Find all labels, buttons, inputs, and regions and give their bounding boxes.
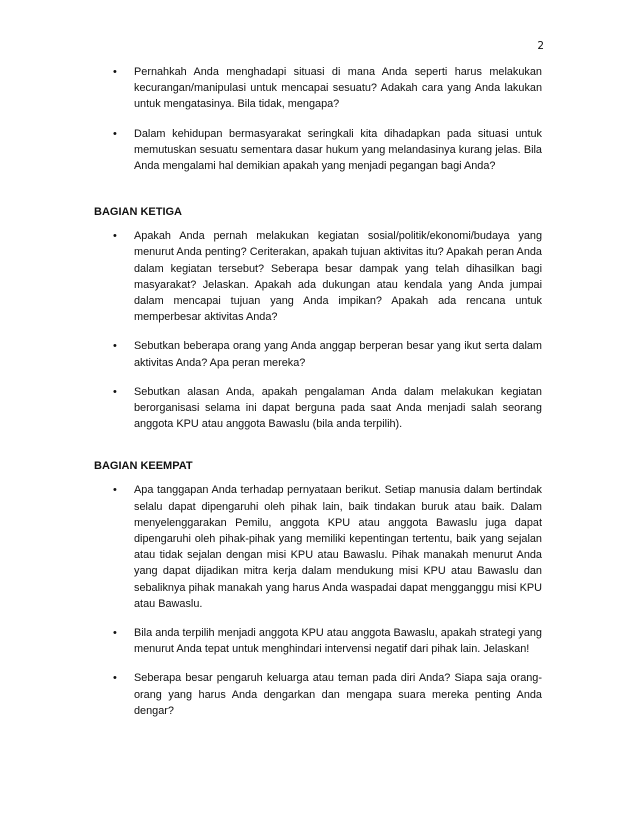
page-number: 2 bbox=[537, 40, 544, 52]
question-item bbox=[94, 625, 542, 657]
bullet-icon: • bbox=[113, 66, 117, 78]
bullet-icon: • bbox=[113, 672, 117, 685]
bullet-icon: • bbox=[113, 484, 117, 497]
question-item bbox=[94, 126, 542, 175]
question-text: Seberapa besar pengaruh keluarga atau teman pada diri Anda? Siapa saja orang-orang yang harus Anda dengarkan dan mengapa suara mereka penting Anda dengar? bbox=[134, 672, 542, 717]
question-text: Apa tanggapan Anda terhadap pernyataan berikut. Setiap manusia dalam bertindak selalu dapat dipengaruhi oleh pihak lain, baik tindakan buruk atau baik. Dalam menyelenggarakan Pemilu, anggota KPU atau anggota Bawaslu juga dapat dipengaruhi oleh pihak-pihak yang memiliki kepentingan tertentu, baik yang sejalan atau tidak sejalan dengan misi KPU atau Bawaslu. Pihak manakah menurut Anda yang dapat dijadikan mitra kerja dalam mendukung misi KPU atau Bawaslu dan sebaliknya pihak manakah yang harus Anda waspadai dapat mengganggu misi KPU atau Bawaslu. bbox=[134, 484, 542, 610]
bagian-ketiga-question-list bbox=[94, 228, 542, 432]
question-text: Bila anda terpilih menjadi anggota KPU atau anggota Bawaslu, apakah strategi yang menurut Anda tepat untuk menghindari intervensi negatif dari pihak lain. Jelaskan! bbox=[134, 627, 542, 656]
continuation-question-list bbox=[94, 64, 542, 174]
bullet-icon: • bbox=[113, 385, 117, 398]
question-text: Sebutkan alasan Anda, apakah pengalaman Anda dalam melakukan kegiatan berorganisasi selama ini dapat berguna pada saat Anda menjadi salah seorang anggota KPU atau anggota Bawaslu (bila anda terpilih). bbox=[134, 385, 542, 431]
section-heading-bagian-ketiga: BAGIAN KETIGA bbox=[94, 206, 182, 219]
bullet-icon: • bbox=[113, 127, 117, 140]
question-item bbox=[94, 482, 542, 612]
question-text: Sebutkan beberapa orang yang Anda anggap berperan besar yang ikut serta dalam aktivitas Anda? Apa peran mereka? bbox=[134, 340, 542, 369]
bullet-icon: • bbox=[113, 340, 117, 353]
bagian-keempat-question-list bbox=[94, 482, 542, 719]
question-text: Apakah Anda pernah melakukan kegiatan sosial/politik/ekonomi/budaya yang menurut Anda penting? Ceriterakan, apakah tujuan aktivitas itu? Apakah peran Anda dalam kegiatan tersebut? Seberapa besar dampak yang telah dihasilkan bagi masyarakat? Jelaskan. Apakah ada dukungan atau kendala yang Anda jumpai dalam mencapai tujuan yang Anda impikan? Apakah ada rencana untuk memperbesar aktivitas Anda? bbox=[134, 230, 542, 324]
question-item bbox=[94, 670, 542, 719]
document-content bbox=[94, 64, 542, 732]
section-heading-bagian-keempat: BAGIAN KEEMPAT bbox=[94, 460, 193, 473]
question-item bbox=[94, 384, 542, 433]
bullet-icon: • bbox=[113, 230, 117, 243]
question-text: Pernahkah Anda menghadapi situasi di mana Anda seperti harus melakukan kecurangan/manipulasi untuk mencapai sesuatu? Adakah cara yang Anda lakukan untuk mengatasinya. Bila tidak, mengapa? bbox=[134, 66, 542, 111]
question-text: Dalam kehidupan bermasyarakat seringkali kita dihadapkan pada situasi untuk memutuskan sesuatu sementara dasar hukum yang melandasinya kurang jelas. Bila Anda mengalami hal demikian apakah yang menjadi pegangan bagi Anda? bbox=[134, 127, 542, 173]
question-item bbox=[94, 338, 542, 370]
question-item bbox=[94, 64, 542, 113]
question-item bbox=[94, 228, 542, 325]
bullet-icon: • bbox=[113, 627, 117, 640]
